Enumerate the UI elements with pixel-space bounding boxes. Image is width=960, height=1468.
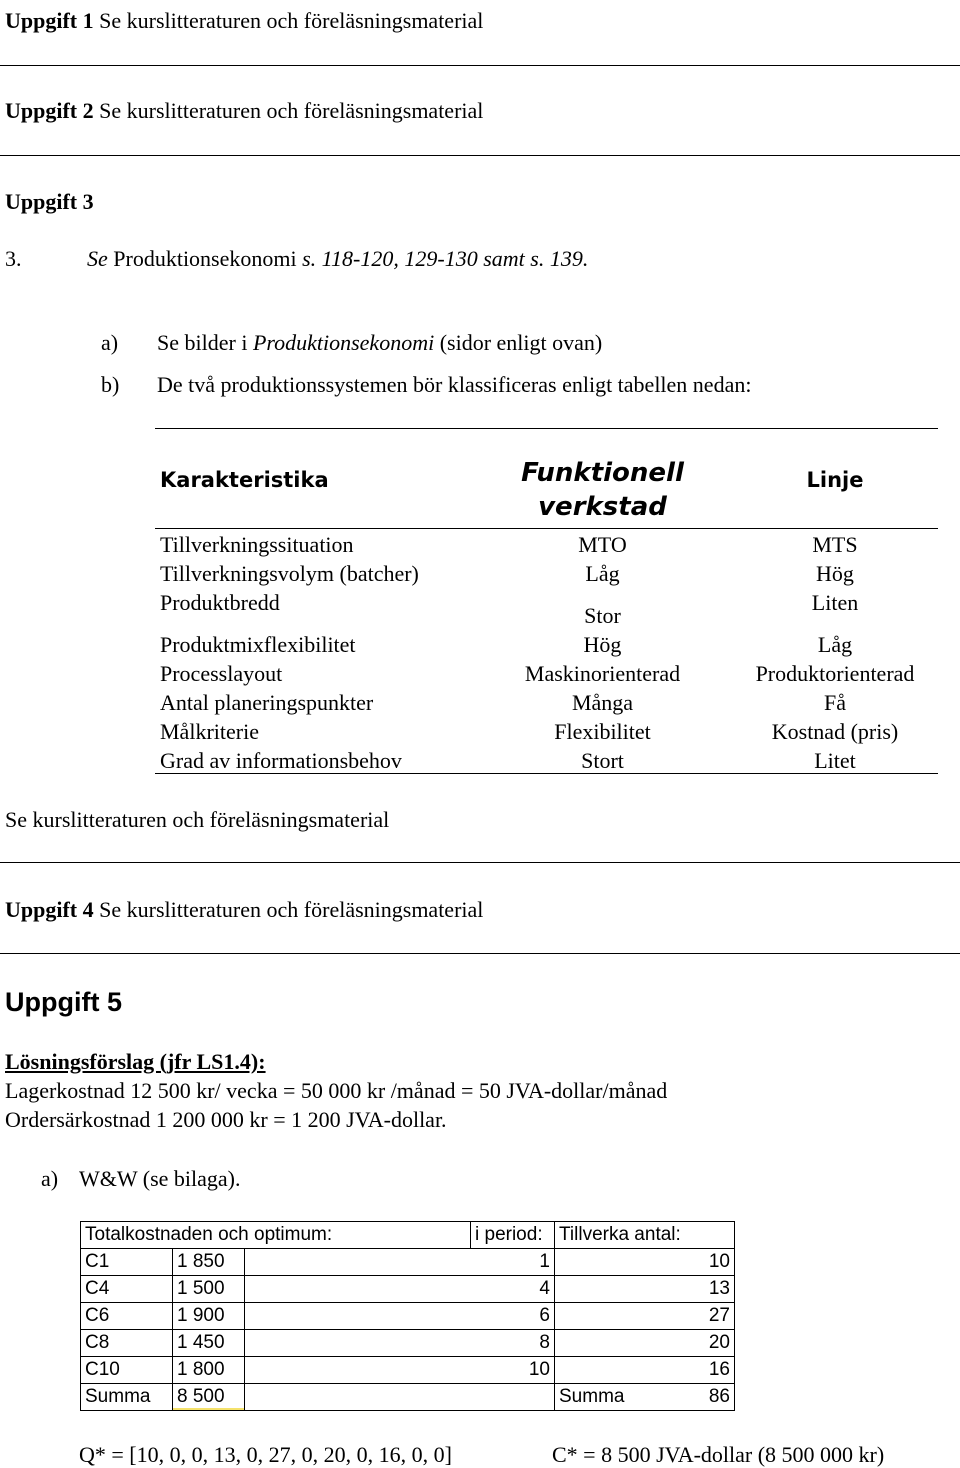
sheet-cost-label: C10 xyxy=(81,1357,173,1384)
uppgift-5-heading: Uppgift 5 xyxy=(5,987,122,1017)
reference-book: Produktionsekonomi xyxy=(113,246,297,271)
row-funktionell: Flexibilitet xyxy=(554,719,651,744)
sheet-period: 4 xyxy=(245,1276,555,1303)
sheet-period: 8 xyxy=(245,1330,555,1357)
sheet-cost-value: 1 500 xyxy=(173,1276,245,1303)
row-label: Grad av informationsbehov xyxy=(160,748,402,773)
uppgift-4-label: Uppgift 4 xyxy=(5,897,94,922)
sheet-header-left: Totalkostnaden och optimum: xyxy=(81,1222,471,1249)
sheet-qty: 13 xyxy=(555,1276,735,1303)
solution-line-1: Lagerkostnad 12 500 kr/ vecka = 50 000 kr /månad = 50 JVA-dollar/månad xyxy=(5,1078,668,1103)
header-karakteristika: Karakteristika xyxy=(160,468,329,492)
uppgift-1-label: Uppgift 1 xyxy=(5,8,94,33)
divider xyxy=(0,862,960,863)
item-a-marker: a) xyxy=(41,1166,59,1191)
sheet-header-period: i period: xyxy=(471,1222,555,1249)
row-label: Processlayout xyxy=(160,661,283,686)
header-funktionell: Funktionell xyxy=(521,458,684,488)
sheet-qty: 20 xyxy=(555,1330,735,1357)
uppgift-2-text: Se kurslitteraturen och föreläsningsmaterial xyxy=(99,98,484,123)
sheet-cost-label: C8 xyxy=(81,1330,173,1357)
sheet-period: 10 xyxy=(245,1357,555,1384)
row-linje: Produktorienterad xyxy=(755,661,915,686)
uppgift-4-text: Se kurslitteraturen och föreläsningsmaterial xyxy=(99,897,484,922)
uppgift-1-line xyxy=(5,8,483,34)
sheet-header-row xyxy=(81,1222,735,1249)
item-b-text: De två produktionssystemen bör klassificeras enligt tabellen nedan: xyxy=(157,372,752,397)
uppgift-3-reference xyxy=(5,246,588,272)
item-b-marker: b) xyxy=(101,372,120,397)
row-funktionell: Låg xyxy=(585,561,620,586)
solution-heading: Lösningsförslag (jfr LS1.4): xyxy=(5,1049,266,1074)
sheet-empty-cell xyxy=(245,1384,555,1411)
table-row xyxy=(81,1357,735,1384)
sheet-qty: 27 xyxy=(555,1303,735,1330)
divider xyxy=(0,953,960,954)
row-funktionell: Maskinorienterad xyxy=(524,661,681,686)
reference-se: Se xyxy=(87,246,108,271)
sheet-cost-value: 1 450 xyxy=(173,1330,245,1357)
table-row xyxy=(81,1330,735,1357)
divider xyxy=(0,155,960,156)
row-label: Tillverkningssituation xyxy=(160,532,354,557)
sheet-sum-qty: 86 xyxy=(708,1386,730,1407)
uppgift-4-line xyxy=(5,897,483,923)
uppgift-3-after: Se kurslitteraturen och föreläsningsmaterial xyxy=(5,807,390,832)
sheet-sum-qty-cell xyxy=(555,1384,735,1411)
table-bottom-rule xyxy=(155,773,938,774)
header-linje: Linje xyxy=(806,468,864,492)
sheet-qty: 10 xyxy=(555,1249,735,1276)
table-top-rule xyxy=(155,428,938,429)
sheet-sum-value: 8 500 xyxy=(173,1384,245,1411)
c-star: C* = 8 500 JVA-dollar (8 500 000 kr) xyxy=(552,1442,885,1467)
sheet-cost-label: C6 xyxy=(81,1303,173,1330)
row-label: Målkriterie xyxy=(160,719,259,744)
sheet-sum-row xyxy=(81,1384,735,1411)
sheet-period: 6 xyxy=(245,1303,555,1330)
table-header-rule xyxy=(155,528,938,529)
row-linje: Liten xyxy=(811,590,859,615)
uppgift-3-label: Uppgift 3 xyxy=(5,189,94,214)
table-row xyxy=(81,1276,735,1303)
row-linje: Få xyxy=(824,690,846,715)
row-linje: Hög xyxy=(816,561,854,586)
uppgift-2-label: Uppgift 2 xyxy=(5,98,94,123)
row-funktionell: Hög xyxy=(583,632,622,657)
item-a-marker: a) xyxy=(101,330,119,355)
row-label: Produktbredd xyxy=(160,590,280,615)
reference-number: 3. xyxy=(5,246,22,271)
header-verkstad: verkstad xyxy=(538,492,667,522)
reference-pages-2: samt s. 139. xyxy=(483,246,589,271)
row-linje: Litet xyxy=(814,748,856,773)
uppgift-1-text: Se kurslitteraturen och föreläsningsmaterial xyxy=(99,8,484,33)
row-linje: MTS xyxy=(812,532,858,557)
row-label: Tillverkningsvolym (batcher) xyxy=(160,561,419,586)
sheet-sum-label-2: Summa xyxy=(559,1386,625,1407)
sheet-cost-label: C4 xyxy=(81,1276,173,1303)
item-a-book: Produktionsekonomi xyxy=(252,330,435,355)
row-funktionell: Stor xyxy=(584,603,621,628)
table-row xyxy=(81,1249,735,1276)
uppgift-2-line xyxy=(5,98,483,124)
item-a-text xyxy=(157,330,602,356)
sheet-cost-label: C1 xyxy=(81,1249,173,1276)
sheet-cost-value: 1 850 xyxy=(173,1249,245,1276)
row-funktionell: Stort xyxy=(581,748,624,773)
row-linje: Låg xyxy=(817,632,853,657)
solution-line-2: Ordersärkostnad 1 200 000 kr = 1 200 JVA-dollar. xyxy=(5,1107,447,1132)
sheet-period: 1 xyxy=(245,1249,555,1276)
row-label: Antal planeringspunkter xyxy=(160,690,374,715)
sheet-header-qty: Tillverka antal: xyxy=(555,1222,735,1249)
sheet-sum-label: Summa xyxy=(81,1384,173,1411)
row-funktionell: MTO xyxy=(578,532,627,557)
divider xyxy=(0,65,960,66)
cost-sheet xyxy=(80,1221,735,1411)
q-star: Q* = [10, 0, 0, 13, 0, 27, 0, 20, 0, 16, 0, 0] xyxy=(79,1442,452,1467)
item-a-pre: Se bilder i xyxy=(157,330,248,355)
table-row xyxy=(81,1303,735,1330)
row-label: Produktmixflexibilitet xyxy=(160,632,356,657)
sheet-cost-value: 1 900 xyxy=(173,1303,245,1330)
item-a-post: (sidor enligt ovan) xyxy=(439,330,603,355)
sheet-qty: 16 xyxy=(555,1357,735,1384)
row-funktionell: Många xyxy=(571,690,634,715)
reference-pages: s. 118-120, 129-130 xyxy=(302,246,478,271)
classification-table xyxy=(155,424,938,776)
sheet-cost-value: 1 800 xyxy=(173,1357,245,1384)
item-a-text: W&W (se bilaga). xyxy=(79,1166,241,1191)
row-linje: Kostnad (pris) xyxy=(771,719,899,744)
